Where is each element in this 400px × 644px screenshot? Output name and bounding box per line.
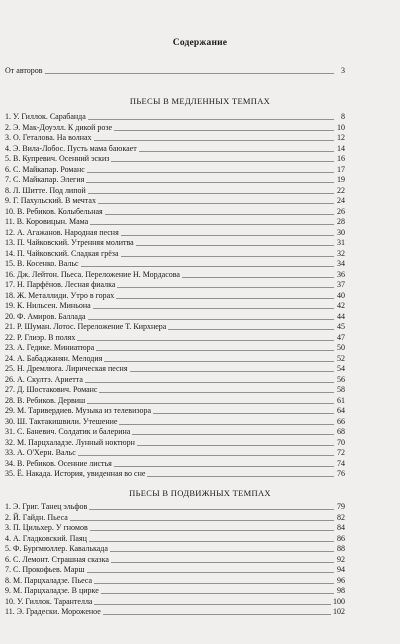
toc-entry[interactable] xyxy=(5,312,345,322)
toc-entry-number: 5. xyxy=(5,544,11,553)
dot-leader xyxy=(81,266,334,267)
toc-entry-title: М. Таривердиев. Музыка из телевизора xyxy=(17,406,152,415)
dot-leader xyxy=(70,520,334,521)
toc-entry-number: 10. xyxy=(5,596,15,606)
toc-entry-page: 40 xyxy=(337,290,345,300)
toc-entry-number: 3. xyxy=(5,523,11,532)
toc-entry[interactable] xyxy=(5,354,345,364)
toc-entry[interactable] xyxy=(5,301,345,311)
toc-entry-number: 2. xyxy=(5,512,11,522)
dot-leader xyxy=(88,319,334,320)
toc-entry-page: 61 xyxy=(337,395,345,405)
toc-entry[interactable] xyxy=(5,343,345,353)
toc-entry-title: Л. Шитте. Под липой xyxy=(13,185,86,195)
toc-entry-page: 52 xyxy=(337,353,345,363)
toc-entry-page: 79 xyxy=(337,502,345,511)
toc-entry-title: Ф. Амиров. Баллада xyxy=(17,311,86,321)
toc-entry-number: 7. xyxy=(5,175,11,184)
dot-leader xyxy=(101,593,334,594)
toc-entry-title: А. Скултэ. Ариетта xyxy=(17,374,83,384)
dot-leader xyxy=(78,455,334,456)
section-heading: ПЬЕСЫ В ПОДВИЖНЫХ ТЕМПАХ xyxy=(129,488,271,498)
toc-entry-number: 13. xyxy=(5,238,15,247)
toc-entry-page: 31 xyxy=(337,238,345,247)
toc-entry-title: С. Майкапар. Элегия xyxy=(13,175,85,184)
toc-entry-page: 96 xyxy=(337,575,345,585)
toc-entry-number: 35. xyxy=(5,469,15,478)
toc-entry-title: М. Парцхаладзе. Лунный ноктюрн xyxy=(17,437,135,447)
dot-leader xyxy=(117,287,334,288)
toc-entry[interactable] xyxy=(5,417,345,427)
section-heading: ПЬЕСЫ В МЕДЛЕННЫХ ТЕМПАХ xyxy=(129,96,271,106)
toc-entry[interactable] xyxy=(5,502,345,512)
toc-entry[interactable] xyxy=(5,186,345,196)
toc-entry[interactable] xyxy=(5,565,345,575)
toc-entry-page: 22 xyxy=(337,185,345,195)
toc-entry-title: В. Косенко. Вальс xyxy=(17,259,79,268)
dot-leader xyxy=(121,256,334,257)
toc-entry-number: 34. xyxy=(5,458,15,468)
toc-entry-number: 19. xyxy=(5,301,15,310)
page-title: Содержание xyxy=(172,38,228,48)
toc-entry-page: 72 xyxy=(337,448,345,457)
toc-entry-page: 10 xyxy=(337,122,345,132)
toc-entry[interactable] xyxy=(5,133,345,143)
toc-entry-page: 26 xyxy=(337,206,345,216)
toc-entry-page: 24 xyxy=(337,196,345,205)
toc-entry[interactable] xyxy=(5,427,345,437)
dot-leader xyxy=(94,583,334,584)
toc-entry-page: 94 xyxy=(337,565,345,574)
toc-entry[interactable] xyxy=(5,207,345,217)
dot-leader xyxy=(98,203,334,204)
dot-leader xyxy=(88,193,334,194)
dot-leader xyxy=(111,562,334,563)
dot-leader xyxy=(116,298,334,299)
toc-entry[interactable] xyxy=(5,597,345,607)
toc-entry-title: Э. Мак-Доуэлл. К дикой розе xyxy=(13,122,113,132)
dot-leader xyxy=(85,382,334,383)
dot-leader xyxy=(104,361,334,362)
toc-entry-title: Ф. Бургмюллер. Кавалькада xyxy=(13,544,108,553)
toc-entry[interactable] xyxy=(5,375,345,385)
dot-leader xyxy=(132,434,334,435)
dot-leader xyxy=(121,235,334,236)
toc-entry-number: 11. xyxy=(5,607,15,616)
dot-leader xyxy=(87,403,334,404)
toc-entry-page: 3 xyxy=(341,66,345,75)
toc-entry[interactable] xyxy=(5,175,345,185)
toc-entry-page: 32 xyxy=(337,248,345,258)
dot-leader xyxy=(96,350,334,351)
toc-entry-page: 82 xyxy=(337,512,345,522)
dot-leader xyxy=(139,151,334,152)
toc-entry[interactable] xyxy=(5,385,345,395)
dot-leader xyxy=(89,541,334,542)
toc-entry-page: 30 xyxy=(337,227,345,237)
dot-leader xyxy=(114,130,334,131)
toc-entry[interactable] xyxy=(5,364,345,374)
toc-entry[interactable] xyxy=(5,438,345,448)
toc-entry-page: 36 xyxy=(337,269,345,279)
toc-entry-title: М. Парцхаладзе. Пьеса xyxy=(13,575,93,585)
toc-entry-number: 25. xyxy=(5,364,15,373)
toc-entry[interactable] xyxy=(5,154,345,164)
toc-entry-title: Э. Григ. Танец эльфов xyxy=(13,502,88,511)
toc-entry[interactable] xyxy=(5,123,345,133)
toc-entry[interactable] xyxy=(5,448,345,458)
dot-leader xyxy=(182,277,334,278)
dot-leader xyxy=(119,424,334,425)
toc-entry-page: 19 xyxy=(337,175,345,184)
toc-entry[interactable] xyxy=(5,586,345,596)
toc-entry-page: 84 xyxy=(337,523,345,532)
toc-entry-page: 86 xyxy=(337,533,345,543)
toc-entry-number: 11. xyxy=(5,217,15,226)
dot-leader xyxy=(136,245,334,246)
toc-entry-title: У. Гиллок. Сарабанда xyxy=(13,112,86,121)
toc-entry-page: 88 xyxy=(337,544,345,553)
toc-entry-title: В. Ребиков. Дервиш xyxy=(17,395,86,405)
toc-entry[interactable] xyxy=(5,322,345,332)
toc-entry-number: 9. xyxy=(5,586,11,595)
dot-leader xyxy=(93,308,334,309)
toc-entry[interactable] xyxy=(5,228,345,238)
toc-entry-page: 50 xyxy=(337,343,345,352)
toc-entry-number: 17. xyxy=(5,280,15,289)
toc-entry[interactable] xyxy=(5,112,345,122)
toc-entry-title: Р. Глиэр. В полях xyxy=(17,332,76,342)
dot-leader xyxy=(77,340,334,341)
toc-entry-title: Н. Парфёнов. Лесная фиалка xyxy=(17,280,116,289)
dot-leader xyxy=(111,161,334,162)
toc-entry-page: 17 xyxy=(337,164,345,174)
toc-entry-number: 33. xyxy=(5,448,15,457)
toc-entry[interactable] xyxy=(5,238,345,248)
toc-entry-number: 8. xyxy=(5,185,11,195)
toc-entry-title: Дж. Лейтон. Пьеса. Переложение Н. Мордасова xyxy=(17,269,180,279)
toc-entry-page: 34 xyxy=(337,259,345,268)
toc-entry[interactable] xyxy=(5,469,345,479)
toc-entry-title: Р. Шуман. Лотос. Переложение Т. Кирхнера xyxy=(17,322,167,331)
toc-entry-title: Й. Гайдн. Пьеса xyxy=(13,512,68,522)
toc-entry-title: А. Гладковский. Паяц xyxy=(13,533,87,543)
toc-entry-number: 29. xyxy=(5,406,15,415)
toc-entry-number: 22. xyxy=(5,332,15,342)
toc-entry-number: 21. xyxy=(5,322,15,331)
toc-entry-page: 45 xyxy=(337,322,345,331)
toc-entry-page: 58 xyxy=(337,385,345,394)
toc-entry-page: 47 xyxy=(337,332,345,342)
toc-entry-number: 6. xyxy=(5,164,11,174)
toc-entry-number: 8. xyxy=(5,575,11,585)
toc-entry-number: 1. xyxy=(5,502,11,511)
toc-entry-title: А. Бабаджанян. Мелодия xyxy=(17,353,103,363)
toc-entry-number: 26. xyxy=(5,374,15,384)
dot-leader xyxy=(153,413,334,414)
toc-entry[interactable] xyxy=(5,607,345,617)
toc-entry-title: Ж. Металлиди. Утро в горах xyxy=(17,290,115,300)
toc-entry-number: 9. xyxy=(5,196,11,205)
toc-entry-page: 102 xyxy=(333,607,345,616)
toc-entry-title: М. Парцхаладзе. В цирке xyxy=(13,586,99,595)
toc-entry-number: 20. xyxy=(5,311,15,321)
toc-entry[interactable] xyxy=(5,513,345,523)
toc-entry[interactable] xyxy=(5,534,345,544)
toc-entry-title: От авторов xyxy=(5,66,43,75)
toc-entry[interactable] xyxy=(5,291,345,301)
toc-entry-title: С. Лемонт. Страшная сказка xyxy=(13,554,109,564)
dot-leader xyxy=(168,329,334,330)
toc-entry-title: В. Ребиков. Колыбельная xyxy=(17,206,103,216)
toc-entry-number: 15. xyxy=(5,259,15,268)
toc-entry-title: У. Гиллок. Тарантелла xyxy=(17,596,93,606)
dot-leader xyxy=(94,140,334,141)
toc-entry-page: 66 xyxy=(337,416,345,426)
toc-entry-title: О. Геталова. На волнах xyxy=(13,133,92,142)
toc-entry-number: 14. xyxy=(5,248,15,258)
toc-entry[interactable] xyxy=(5,280,345,290)
toc-entry-title: Ё. Накада. История, увиденная во сне xyxy=(17,469,146,478)
toc-entry-title: П. Цильхер. У гномов xyxy=(13,523,88,532)
dot-leader xyxy=(105,214,334,215)
toc-entry-number: 24. xyxy=(5,353,15,363)
toc-entry-number: 18. xyxy=(5,290,15,300)
toc-entry-number: 4. xyxy=(5,533,11,543)
toc-entry-title: А. Агажанов. Народная песня xyxy=(17,227,119,237)
dot-leader xyxy=(94,604,331,605)
toc-entry[interactable] xyxy=(5,249,345,259)
toc-entry-title: С. Прокофьев. Марш xyxy=(13,565,85,574)
toc-entry-title: С. Майкапар. Романс xyxy=(13,164,85,174)
toc-entry-page: 74 xyxy=(337,458,345,468)
toc-entry-page: 64 xyxy=(337,406,345,415)
toc-entry-title: Н. Дремлюга. Лирическая песня xyxy=(17,364,128,373)
toc-entry-title: С. Баневич. Солдатик и балерина xyxy=(17,427,131,436)
toc-entry[interactable] xyxy=(5,333,345,343)
toc-entry-title: П. Чайковский. Утренняя молитва xyxy=(17,238,134,247)
toc-entry-number: 4. xyxy=(5,143,11,153)
toc-entry-title: В. Ребиков. Осенние листья xyxy=(17,458,112,468)
toc-entry-page: 16 xyxy=(337,154,345,163)
toc-entry-page: 37 xyxy=(337,280,345,289)
toc-entry[interactable] xyxy=(5,165,345,175)
toc-entry[interactable] xyxy=(5,217,345,227)
toc-entry-page: 70 xyxy=(337,437,345,447)
toc-entry-page: 14 xyxy=(337,143,345,153)
toc-entry-page: 54 xyxy=(337,364,345,373)
toc-entry[interactable] xyxy=(5,270,345,280)
toc-entry-page: 100 xyxy=(333,596,345,606)
dot-leader xyxy=(137,445,334,446)
dot-leader xyxy=(99,392,334,393)
toc-entry-title: Э. Вила-Лобос. Пусть мама баюкает xyxy=(13,143,137,153)
toc-entry-title: В. Коровицын. Мама xyxy=(16,217,89,226)
dot-leader xyxy=(130,371,335,372)
toc-entry-page: 92 xyxy=(337,554,345,564)
toc-entry-number: 27. xyxy=(5,385,15,394)
toc-entry[interactable] xyxy=(5,523,345,533)
toc-entry-number: 16. xyxy=(5,269,15,279)
toc-entry-page: 68 xyxy=(337,427,345,436)
dot-leader xyxy=(103,614,331,615)
toc-entry[interactable] xyxy=(5,144,345,154)
toc-entry[interactable] xyxy=(5,196,345,206)
toc-entry-page: 98 xyxy=(337,586,345,595)
toc-entry-number: 5. xyxy=(5,154,11,163)
dot-leader xyxy=(87,172,334,173)
toc-entry-title: Г. Пахульский. В мечтах xyxy=(13,196,96,205)
toc-entry-number: 28. xyxy=(5,395,15,405)
toc-entry-title: А. Гедике. Миниатюра xyxy=(17,343,95,352)
toc-entry[interactable] xyxy=(5,459,345,469)
toc-entry-title: Д. Шостакович. Романс xyxy=(17,385,98,394)
toc-entry[interactable] xyxy=(5,576,345,586)
toc-entry-title: Э. Градески. Мороженое xyxy=(16,607,101,616)
toc-entry[interactable] xyxy=(5,555,345,565)
toc-entry-page: 44 xyxy=(337,311,345,321)
toc-entry-number: 6. xyxy=(5,554,11,564)
toc-entry-title: Ш. Тактакишвили. Утешение xyxy=(17,416,118,426)
toc-entry-title: В. Купревич. Осенний эскиз xyxy=(13,154,110,163)
toc-entry-number: 31. xyxy=(5,427,15,436)
toc-entry-title: К. Нильсен. Миньона xyxy=(17,301,91,310)
dot-leader xyxy=(89,509,334,510)
dot-leader xyxy=(86,182,334,183)
dot-leader xyxy=(90,224,334,225)
toc-entry-page: 56 xyxy=(337,374,345,384)
toc-entry-number: 30. xyxy=(5,416,15,426)
toc-entry-title: А. О'Херн. Вальс xyxy=(17,448,76,457)
toc-entry-title: П. Чайковский. Сладкая грёза xyxy=(17,248,119,258)
toc-entry[interactable] xyxy=(5,544,345,554)
toc-intro-row[interactable] xyxy=(5,66,345,76)
toc-entry-page: 12 xyxy=(337,133,345,142)
toc-entry-number: 1. xyxy=(5,112,11,121)
toc-entry-page: 42 xyxy=(337,301,345,310)
toc-entry-number: 3. xyxy=(5,133,11,142)
toc-entry-page: 28 xyxy=(337,217,345,226)
dot-leader xyxy=(45,73,334,74)
toc-entry-page: 8 xyxy=(341,112,345,121)
dot-leader xyxy=(87,572,334,573)
toc-entry[interactable] xyxy=(5,396,345,406)
dot-leader xyxy=(90,530,334,531)
toc-entry-page: 76 xyxy=(337,469,345,478)
toc-entry-number: 12. xyxy=(5,227,15,237)
dot-leader xyxy=(110,551,334,552)
toc-entry-number: 32. xyxy=(5,437,15,447)
toc-entry[interactable] xyxy=(5,406,345,416)
toc-entry-number: 10. xyxy=(5,206,15,216)
toc-entry-number: 23. xyxy=(5,343,15,352)
toc-entry-number: 7. xyxy=(5,565,11,574)
dot-leader xyxy=(88,119,334,120)
toc-entry[interactable] xyxy=(5,259,345,269)
dot-leader xyxy=(147,476,334,477)
toc-entry-number: 2. xyxy=(5,122,11,132)
dot-leader xyxy=(114,466,334,467)
